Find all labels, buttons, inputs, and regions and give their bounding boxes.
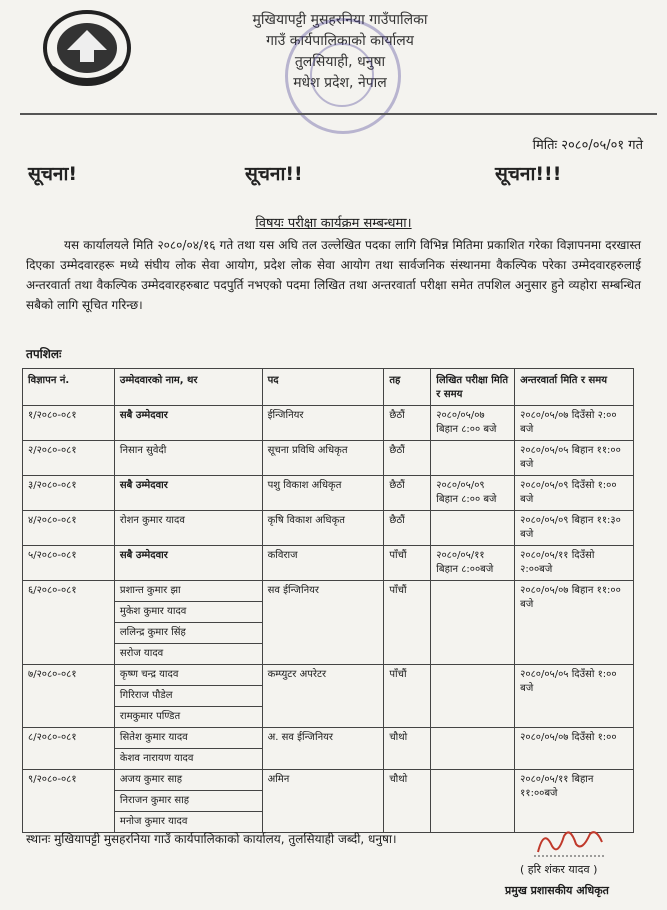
table-row — [23, 581, 634, 665]
candidate-name: सबै उम्मेदवार — [119, 480, 168, 491]
written-exam-cell: २०८०/०५/०७ बिहान ८:०० बजे — [431, 406, 515, 441]
level-cell: पाँचौं — [384, 665, 431, 728]
ad-number-cell: ३/२०८०-०८१ — [23, 476, 115, 511]
notice-heading-3: सूचना!!! — [495, 163, 562, 185]
candidate-cell — [114, 770, 262, 833]
candidate-name: प्रशान्त कुमार झा — [115, 581, 262, 602]
post-cell: कविराज — [262, 546, 384, 581]
candidate-name: सरोज यादव — [119, 648, 164, 659]
written-exam-cell — [431, 665, 515, 728]
interview-cell: २०८०/०५/०९ दिउँसो १:०० बजे — [515, 476, 634, 511]
notice-body: यस कार्यालयले मिति २०८०/०४/१६ गते तथा यस अघि तल उल्लेखित पदका लागि विभिन्न मितिमा प्रकाशित गरेका विज्ञापनमा दरखास्त दिएका उम्मेदवारहरू मध्ये संघीय लोक सेवा आयोग, प्रदेश लोक सेवा आयोग तथा सार्वजनिक संस्थानमा वैकल्पिक परेका उम्मेदवारहरुलाई अन्तरवार्ता तथा वैकल्पिक उम्मेदवारहरुबाट पदपुर्ति नभएको पदमा लिखित तथा अन्तरवार्ता परीक्षा समेत तपशिल अनुसार हुने व्यहोरा सम्बन्धित सबैको लागि सूचित गरिन्छ। — [26, 238, 641, 312]
table-row — [23, 441, 634, 476]
place-line: स्थानः मुखियापट्टी मुसहरनिया गाउँ कार्यपालिकाको कार्यालय, तुलसियाही जब्दी, धनुषा। — [26, 832, 397, 846]
details-label: तपशिलः — [26, 347, 62, 361]
candidate-cell — [114, 581, 262, 665]
candidate-name: गिरिराज पौडेल — [115, 686, 262, 707]
signatory-title: प्रमुख प्रशासकीय अधिकृत — [505, 884, 609, 897]
candidate-name: मुकेश कुमार यादव — [115, 602, 262, 623]
level-cell: छैठौं — [384, 511, 431, 546]
candidate-name: मनोज कुमार यादव — [119, 816, 188, 827]
candidate-name: अजय कुमार साह — [115, 770, 262, 791]
level-cell: चौथो — [384, 728, 431, 770]
header-ad-no: विज्ञापन नं. — [23, 369, 115, 406]
interview-cell: २०८०/०५/०७ दिउँसो १:०० — [515, 728, 634, 770]
post-cell: कृषि विकाश अधिकृत — [262, 511, 384, 546]
interview-cell: २०८०/०५/०५ दिउँसो १:०० बजे — [515, 665, 634, 728]
candidate-cell — [114, 476, 262, 511]
header-interview: अन्तरवार्ता मिति र समय — [515, 369, 634, 406]
post-cell: सव ईन्जिनियर — [262, 581, 384, 665]
interview-cell: २०८०/०५/०७ बिहान ११:०० बजे — [515, 581, 634, 665]
header-post: पद — [262, 369, 384, 406]
written-exam-cell: २०८०/०५/०९ बिहान ८:०० बजे — [431, 476, 515, 511]
level-cell: छैठौं — [384, 476, 431, 511]
candidate-name: सबै उम्मेदवार — [119, 550, 168, 561]
written-exam-cell — [431, 511, 515, 546]
table-row — [23, 728, 634, 770]
table-row — [23, 546, 634, 581]
written-exam-cell — [431, 441, 515, 476]
interview-cell: २०८०/०५/०७ दिउँसो २:०० बजे — [515, 406, 634, 441]
candidate-name: निसान सुवेदी — [119, 445, 167, 456]
header-level: तह — [384, 369, 431, 406]
signatory-name: ( हरि शंकर यादव ) — [520, 863, 598, 876]
written-exam-cell: २०८०/०५/११ बिहान ८:००बजे — [431, 546, 515, 581]
table-row — [23, 511, 634, 546]
ad-number-cell: ५/२०८०-०८१ — [23, 546, 115, 581]
exam-schedule-table — [22, 368, 634, 833]
candidate-name: सबै उम्मेदवार — [119, 410, 168, 421]
candidate-name: निराजन कुमार साह — [115, 791, 262, 812]
post-cell: अ. सव ईन्जिनियर — [262, 728, 384, 770]
notice-date: मितिः २०८०/०५/०१ गते — [532, 138, 643, 153]
header-divider — [20, 113, 657, 115]
candidate-name: रोशन कुमार यादव — [119, 515, 185, 526]
ad-number-cell: ४/२०८०-०८१ — [23, 511, 115, 546]
nepal-emblem-icon — [42, 8, 132, 88]
level-cell: छैठौं — [384, 441, 431, 476]
ad-number-cell: ६/२०८०-०८१ — [23, 581, 115, 665]
post-cell: कम्प्युटर अपरेटर — [262, 665, 384, 728]
office-address: तुलसियाही, धनुषा — [294, 54, 386, 70]
post-cell: ईन्जिनियर — [262, 406, 384, 441]
candidate-cell — [114, 665, 262, 728]
notice-heading-1: सूचना! — [28, 163, 78, 185]
header-candidate: उम्मेदवारको नाम, थर — [114, 369, 262, 406]
interview-cell: २०८०/०५/११ दिउँसो २:००बजे — [515, 546, 634, 581]
level-cell: चौथो — [384, 770, 431, 833]
post-cell: पशु विकाश अधिकृत — [262, 476, 384, 511]
ad-number-cell: २/२०८०-०८१ — [23, 441, 115, 476]
candidate-name: केशव नारायण यादव — [119, 753, 194, 764]
office-name: गाउँ कार्यपालिकाको कार्यालय — [266, 33, 414, 49]
table-header-row — [23, 369, 634, 406]
province-name: मधेश प्रदेश, नेपाल — [293, 75, 387, 91]
level-cell: पाँचौं — [384, 546, 431, 581]
candidate-cell — [114, 728, 262, 770]
ad-number-cell: १/२०८०-०८१ — [23, 406, 115, 441]
table-row — [23, 476, 634, 511]
written-exam-cell — [431, 728, 515, 770]
table-row — [23, 406, 634, 441]
signature-image — [530, 822, 610, 862]
candidate-cell — [114, 441, 262, 476]
ad-number-cell: ७/२०८०-०८१ — [23, 665, 115, 728]
candidate-cell — [114, 511, 262, 546]
written-exam-cell — [431, 770, 515, 833]
ad-number-cell: ८/२०८०-०८१ — [23, 728, 115, 770]
post-cell: अमिन — [262, 770, 384, 833]
interview-cell: २०८०/०५/०९ बिहान ११:३० बजे — [515, 511, 634, 546]
candidate-cell — [114, 546, 262, 581]
notice-heading-2: सूचना!! — [245, 163, 303, 185]
table-row — [23, 665, 634, 728]
candidate-name: ललिन्द्र कुमार सिंह — [115, 623, 262, 644]
header-written-exam: लिखित परीक्षा मिति र समय — [431, 369, 515, 406]
post-cell: सूचना प्रविधि अधिकृत — [262, 441, 384, 476]
office-stamp — [285, 18, 401, 134]
candidate-name: कृष्ण चन्द्र यादव — [115, 665, 262, 686]
municipality-name: मुखियापट्टी मुसहरनिया गाउँपालिका — [252, 12, 428, 28]
candidate-name: रामकुमार पण्डित — [119, 711, 181, 722]
candidate-cell — [114, 406, 262, 441]
written-exam-cell — [431, 581, 515, 665]
interview-cell: २०८०/०५/११ बिहान ११:००बजे — [515, 770, 634, 833]
interview-cell: २०८०/०५/०५ बिहान ११:०० बजे — [515, 441, 634, 476]
candidate-name: सितेश कुमार यादव — [115, 728, 262, 749]
level-cell: छैठौं — [384, 406, 431, 441]
ad-number-cell: ९/२०८०-०८१ — [23, 770, 115, 833]
subject-line: विषयः परीक्षा कार्यक्रम सम्बन्धमा। — [255, 216, 412, 231]
level-cell: पाँचौं — [384, 581, 431, 665]
